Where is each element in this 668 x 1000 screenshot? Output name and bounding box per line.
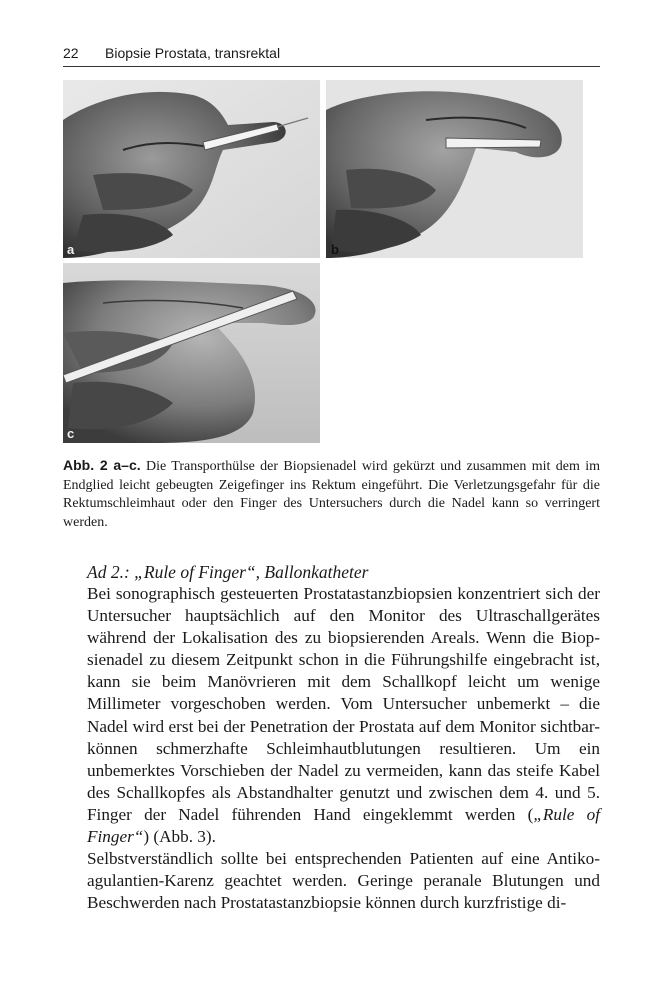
hand-with-needle-sheath-image bbox=[63, 80, 320, 258]
panel-label-c: c bbox=[67, 426, 75, 441]
figure-photo-b bbox=[326, 80, 583, 258]
body-text bbox=[87, 583, 600, 914]
caption-text: Die Transporthülse der Biopsienadel wird gekürzt und zusammen mit dem im Endglied leicht gebeugten Zeigefinger ins Rektum eingeführt. Die Verletzungsgefahr für die Rektumschleimhaut oder den Finger des Untersuchers durch die Nadel kann so verringert werden. bbox=[63, 459, 601, 530]
hand-with-bent-finger-image bbox=[326, 80, 583, 258]
paragraph-1 bbox=[87, 583, 600, 848]
figure-photo-c bbox=[63, 263, 320, 443]
rule-of-finger-term: „Rule of Finger“ bbox=[87, 804, 600, 847]
figure-caption bbox=[63, 456, 600, 532]
panel-label-a: a bbox=[67, 242, 75, 257]
panel-label-b: b bbox=[331, 242, 339, 257]
caption-label: Abb. 2 a–c. bbox=[63, 457, 141, 473]
figure-photo-a bbox=[63, 80, 320, 258]
section-heading: Ad 2.: „Rule of Finger“, Ballonkatheter bbox=[87, 562, 369, 582]
running-header bbox=[63, 44, 600, 67]
page-number: 22 bbox=[63, 45, 79, 61]
paragraph-1-text: Bei sonographisch gesteuerten Prostatastanzbiopsien konzentriert sich der Untersucher hauptsächlich auf den Monitor des Ultraschallgerätes während der Lokalisation des zu biopsierenden Areals. Wenn die Biopsienadel zu diesem Zeitpunkt schon in die Führungshilfe eingebracht ist, kann sie beim Manövrieren mit dem Schallkopf leicht um wenige Millimeter vorgeschoben werden. Vom Untersucher unbemerkt – die Nadel wird erst bei der Penetration der Prostata auf dem Monitor sichtbar- können schmerzhafte Schleimhautblutungen resultieren. Um ein unbemerktes Vorschieben der Nadel zu vermeiden, kann das steife Kabel des Schallkopfes als Abstandhalter genutzt und zwischen dem 4. und 5. Finger der Nadel führenden Hand eingeklemmt werden ( bbox=[87, 584, 600, 824]
paragraph-2: Selbstverständlich sollte bei entsprechenden Patienten auf eine Antikoagulantien-Karenz geachtet werden. Geringe peranale Blutungen und Beschwerden nach Prostatastanzbiopsie können durch kurzfristige di- bbox=[87, 849, 600, 913]
paragraph-1-end: ) (Abb. 3). bbox=[143, 827, 216, 847]
finger-with-sheath-closeup-image bbox=[63, 263, 320, 443]
running-title: Biopsie Prostata, transrektal bbox=[105, 45, 281, 61]
